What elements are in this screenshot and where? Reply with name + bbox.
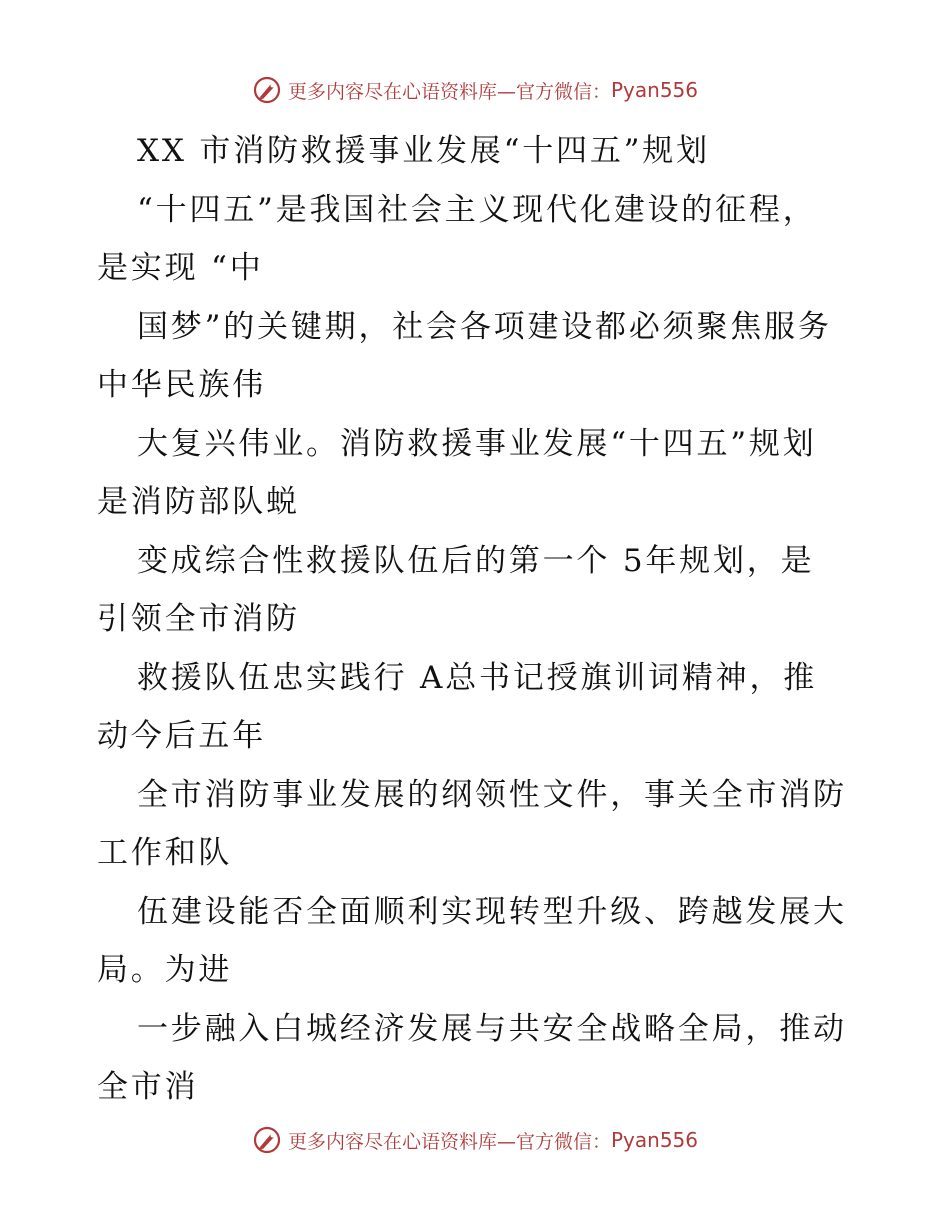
paragraph-line: 全市消 xyxy=(97,1069,199,1105)
footer-banner-text: 更多内容尽在心语资料库—官方微信： xyxy=(287,1130,611,1153)
paragraph-line: 全市消防事业发展的纲领性文件，事关全市消防 xyxy=(137,776,847,813)
header-wechat-id: Pyan556 xyxy=(611,78,699,102)
header-banner-text: 更多内容尽在心语资料库—官方微信： xyxy=(287,80,611,103)
paragraph-line: 救援队伍忠实践行 A总书记授旗训词精神，推 xyxy=(137,659,818,696)
footer-banner xyxy=(0,1120,950,1160)
document-title: XX 市消防救援事业发展“十四五”规划 xyxy=(137,133,710,169)
paragraph-line: 伍建设能否全面顺利实现转型升级、跨越发展大 xyxy=(137,893,847,930)
paragraph-line: 是消防部队蜕 xyxy=(97,484,300,520)
paragraph-line: 大复兴伟业。消防救援事业发展“十四五”规划 xyxy=(137,425,817,462)
paragraph-line: 引领全市消防 xyxy=(97,601,300,637)
header-banner xyxy=(0,70,950,110)
paragraph-line: 国梦”的关键期，社会各项建设都必须聚焦服务 xyxy=(137,308,832,345)
paragraph-line: 变成综合性救援队伍后的第一个 5年规划，是 xyxy=(137,542,815,579)
paragraph-line: 局。为进 xyxy=(97,952,233,988)
pen-nib-logo-icon xyxy=(252,1125,282,1155)
paragraph-line: 是实现 “中 xyxy=(97,250,264,286)
document-body xyxy=(97,122,887,1117)
paragraph-line: 中华民族伟 xyxy=(97,367,266,403)
paragraph-line: 动今后五年 xyxy=(97,718,266,754)
pen-nib-logo-icon xyxy=(252,75,282,105)
paragraph-line: 工作和队 xyxy=(97,835,233,871)
paragraph-line: 一步融入白城经济发展与共安全战略全局，推动 xyxy=(137,1010,847,1047)
paragraph-line: “十四五”是我国社会主义现代化建设的征程， xyxy=(137,191,817,228)
footer-wechat-id: Pyan556 xyxy=(611,1128,699,1152)
